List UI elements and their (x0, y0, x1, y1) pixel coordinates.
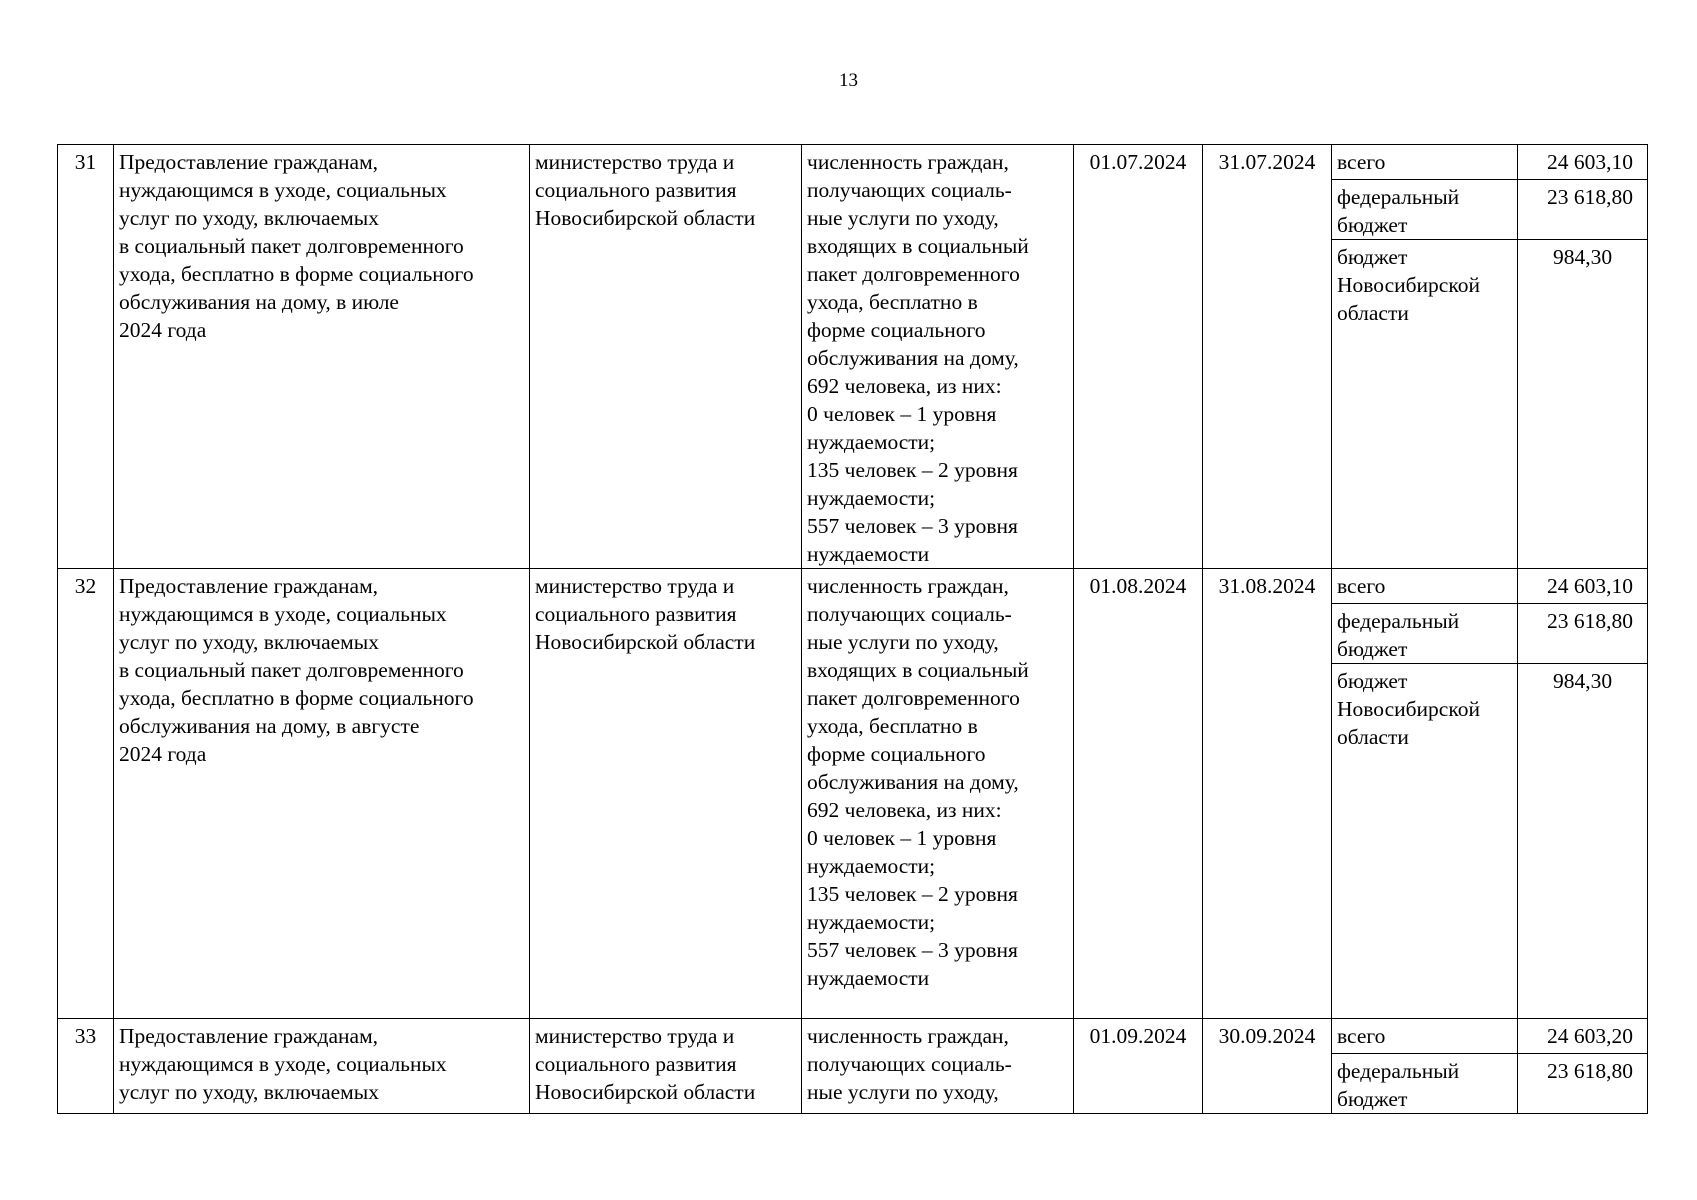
funding-amount-cell: 24 603,10 (1518, 145, 1648, 180)
funding-source-cell: федеральный бюджет (1332, 604, 1518, 664)
funding-amount-cell: 984,30 (1518, 240, 1648, 569)
executor-cell: министерство труда и социального развития Новосибирской области (530, 1019, 802, 1114)
end-date-cell: 31.07.2024 (1203, 145, 1332, 569)
row-number: 33 (58, 1019, 114, 1114)
indicator-cell: численность граждан, получающих социаль- ные услуги по уходу, входящих в социальный пакет долговременного ухода, бесплатно в форме социального обслуживания на дому, 692 человека, из них: 0 человек – 1 уровня нуждаемости; 135 человек – 2 уровня нуждаемости; 557 человек – 3 уровня нуждаемости (802, 145, 1074, 569)
funding-amount-cell: 23 618,80 (1518, 1054, 1648, 1114)
funding-source-cell: всего (1332, 569, 1518, 604)
funding-source-cell: бюджет Новосибирской области (1332, 664, 1518, 1019)
table-row (58, 569, 1648, 604)
funding-amount-cell: 23 618,80 (1518, 180, 1648, 240)
indicator-cell: численность граждан, получающих социаль- ные услуги по уходу, (802, 1019, 1074, 1114)
page-number: 13 (839, 70, 858, 91)
start-date-cell: 01.09.2024 (1074, 1019, 1203, 1114)
funding-amount-cell: 24 603,10 (1518, 569, 1648, 604)
row-number: 31 (58, 145, 114, 569)
indicator-cell: численность граждан, получающих социаль- ные услуги по уходу, входящих в социальный пакет долговременного ухода, бесплатно в форме социального обслуживания на дому, 692 человека, из них: 0 человек – 1 уровня нуждаемости; 135 человек – 2 уровня нуждаемости; 557 человек – 3 уровня нуждаемости (802, 569, 1074, 1019)
funding-amount-cell: 984,30 (1518, 664, 1648, 1019)
funding-source-cell: федеральный бюджет (1332, 1054, 1518, 1114)
end-date-cell: 30.09.2024 (1203, 1019, 1332, 1114)
table-row (58, 1019, 1648, 1054)
row-number: 32 (58, 569, 114, 1019)
start-date-cell: 01.08.2024 (1074, 569, 1203, 1019)
funding-source-cell: всего (1332, 145, 1518, 180)
event-name-cell: Предоставление гражданам, нуждающимся в уходе, социальных услуг по уходу, включаемых (114, 1019, 530, 1114)
event-name-cell: Предоставление гражданам, нуждающимся в уходе, социальных услуг по уходу, включаемых в социальный пакет долговременного ухода, бесплатно в форме социального обслуживания на дому, в августе 2024 года (114, 569, 530, 1019)
event-name-cell: Предоставление гражданам, нуждающимся в уходе, социальных услуг по уходу, включаемых в социальный пакет долговременного ухода, бесплатно в форме социального обслуживания на дому, в июле 2024 года (114, 145, 530, 569)
table-row (58, 145, 1648, 180)
executor-cell: министерство труда и социального развития Новосибирской области (530, 145, 802, 569)
end-date-cell: 31.08.2024 (1203, 569, 1332, 1019)
funding-amount-cell: 23 618,80 (1518, 604, 1648, 664)
funding-source-cell: всего (1332, 1019, 1518, 1054)
start-date-cell: 01.07.2024 (1074, 145, 1203, 569)
funding-source-cell: бюджет Новосибирской области (1332, 240, 1518, 569)
program-table (57, 144, 1648, 1114)
funding-amount-cell: 24 603,20 (1518, 1019, 1648, 1054)
funding-source-cell: федеральный бюджет (1332, 180, 1518, 240)
executor-cell: министерство труда и социального развития Новосибирской области (530, 569, 802, 1019)
